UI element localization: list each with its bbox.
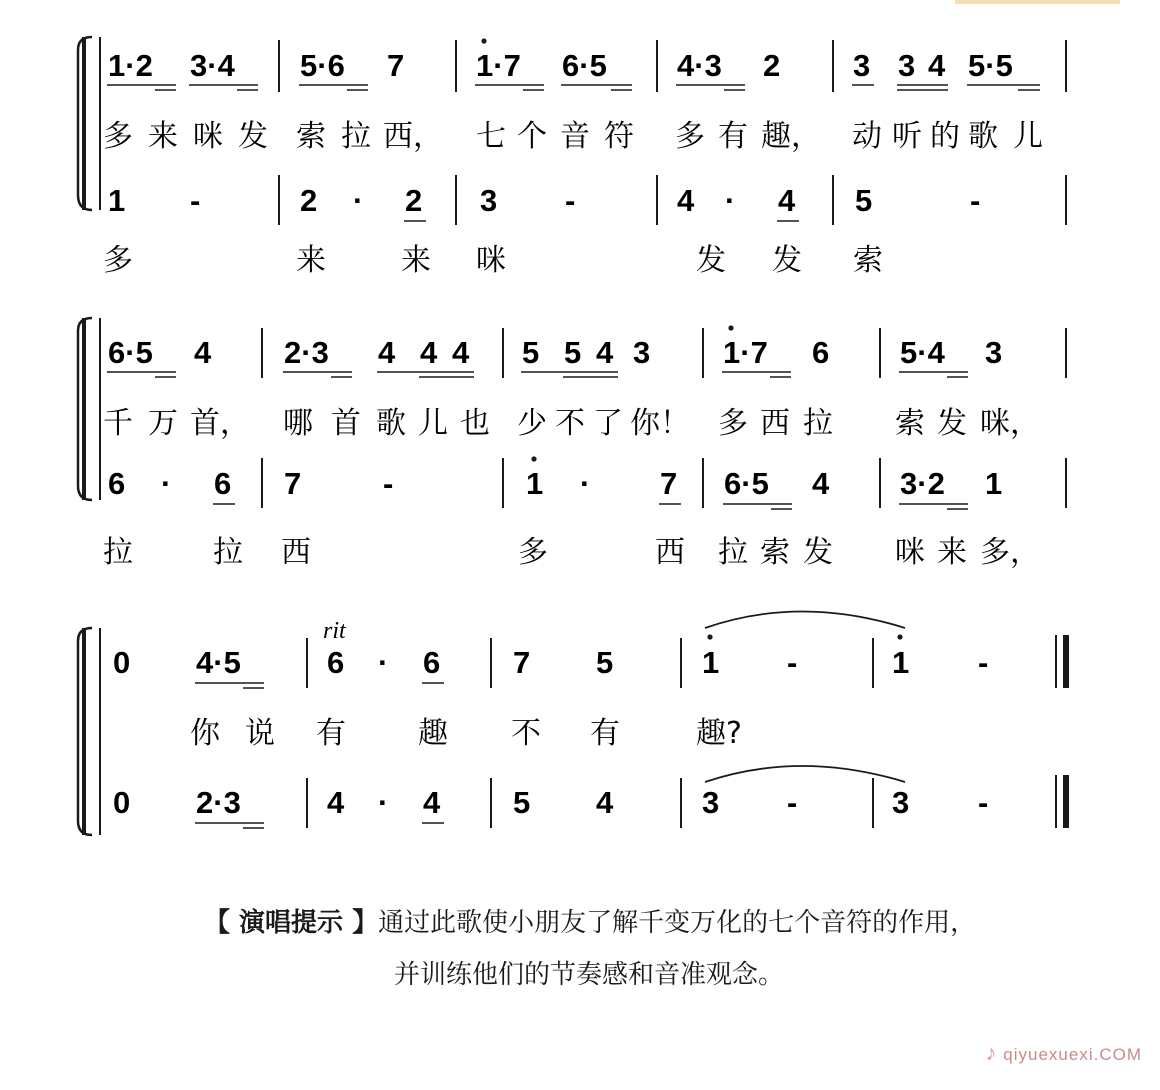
watermark-text: qiyuexuexi.COM (1003, 1045, 1142, 1064)
svg-text:趣?: 趣? (696, 716, 742, 751)
svg-text:有: 有 (316, 716, 346, 751)
svg-text:动: 动 (852, 119, 882, 154)
note: 0 (113, 785, 131, 820)
high-octave-dot (707, 634, 712, 639)
tie-arc (705, 766, 905, 782)
note: 3 (985, 335, 1003, 370)
svg-text:咪: 咪 (476, 243, 506, 278)
note: 4 (423, 785, 441, 820)
svg-text:哪: 哪 (283, 406, 313, 441)
duration-underlines (107, 372, 968, 377)
note-measure-5: 3 (853, 48, 871, 83)
note: 2 (405, 183, 423, 218)
svg-text:索: 索 (296, 119, 326, 154)
svg-text:的: 的 (930, 119, 960, 154)
svg-text:发: 发 (696, 243, 726, 278)
note: - (787, 785, 798, 820)
note: 1 (985, 466, 1003, 501)
svg-text:少: 少 (517, 406, 547, 441)
watermark (986, 1040, 1142, 1066)
svg-text:也: 也 (460, 406, 490, 441)
tip-line-2: 并训练他们的节奏感和音准观念。 (394, 960, 785, 990)
tip-line-1: 通过此歌使小朋友了解千变万化的七个音符的作用， (378, 908, 977, 938)
svg-text:来: 来 (937, 535, 967, 570)
note: · (378, 785, 389, 820)
note: · (378, 645, 389, 680)
note: 3 (480, 183, 498, 218)
note: 1 (892, 645, 910, 680)
duration-underlines (107, 85, 1040, 90)
note: 7 (513, 645, 531, 680)
barlines-lower (279, 175, 1066, 225)
svg-text:拉: 拉 (341, 119, 371, 154)
svg-text:不: 不 (555, 406, 585, 441)
note: 4 (596, 335, 614, 370)
note: 2 (763, 48, 781, 83)
svg-text:儿: 儿 (418, 406, 448, 441)
svg-text:索: 索 (895, 406, 925, 441)
note: 4 (420, 335, 438, 370)
note-icon: ♪ (985, 1040, 998, 1065)
note: 6·5 (724, 466, 769, 501)
note: 3 (702, 785, 720, 820)
note: · (580, 466, 591, 501)
note: - (978, 785, 989, 820)
svg-text:西: 西 (760, 406, 790, 441)
note: 4·5 (196, 645, 241, 680)
note: 5 (596, 645, 614, 680)
tempo-mark: rit (323, 618, 346, 644)
svg-text:拉: 拉 (213, 535, 243, 570)
svg-text:拉: 拉 (718, 535, 748, 570)
tip-label: 【 演唱提示 】 (204, 908, 379, 938)
note: 6·5 (108, 335, 153, 370)
note: 6·5 (562, 48, 607, 83)
note: 5 (513, 785, 531, 820)
lyrics-lower-1 (103, 243, 883, 278)
note: - (787, 645, 798, 680)
note: 5 (855, 183, 873, 218)
note: 6 (327, 645, 345, 680)
note: - (978, 645, 989, 680)
note-measure-1: 1·2 (108, 48, 153, 83)
note: 4 (928, 48, 946, 83)
svg-text:个: 个 (517, 119, 547, 154)
note: 4 (378, 335, 396, 370)
note: 4 (194, 335, 212, 370)
barlines-upper (307, 635, 1056, 688)
svg-text:西，: 西， (383, 119, 443, 154)
note: 3 (898, 48, 916, 83)
note: 6 (214, 466, 232, 501)
svg-text:来: 来 (148, 119, 178, 154)
note-measure-2: 5·6 (300, 48, 345, 83)
duration-underlines-lower (213, 504, 968, 509)
svg-text:多: 多 (103, 243, 133, 278)
svg-text:多: 多 (675, 119, 705, 154)
svg-text:咪，: 咪， (980, 406, 1040, 441)
high-octave-dot (481, 38, 486, 43)
note: 5 (564, 335, 582, 370)
svg-text:儿: 儿 (1013, 119, 1043, 154)
note: 4 (812, 466, 830, 501)
note: 2·3 (284, 335, 329, 370)
note: 6 (812, 335, 830, 370)
note: 1 (702, 645, 720, 680)
svg-text:音: 音 (560, 119, 590, 154)
final-barline (1063, 635, 1069, 688)
svg-text:发: 发 (937, 406, 967, 441)
barlines-lower (307, 775, 1056, 828)
note: 2·3 (196, 785, 241, 820)
svg-text:索: 索 (853, 243, 883, 278)
note-measure-4: 4·3 (677, 48, 722, 83)
svg-text:有: 有 (590, 716, 620, 751)
svg-text:多，: 多， (980, 535, 1040, 570)
svg-text:多: 多 (518, 535, 548, 570)
svg-text:你！: 你！ (630, 406, 690, 441)
svg-text:多: 多 (103, 119, 133, 154)
svg-text:发: 发 (772, 243, 802, 278)
svg-text:千: 千 (103, 406, 133, 441)
svg-text:来: 来 (401, 243, 431, 278)
svg-text:趣: 趣 (418, 716, 448, 751)
note: 1 (526, 466, 544, 501)
note: - (190, 183, 201, 218)
svg-text:有: 有 (718, 119, 748, 154)
note: · (725, 183, 736, 218)
system-1 (78, 37, 1066, 278)
svg-text:西: 西 (655, 535, 685, 570)
system-brace-bar (82, 628, 86, 835)
high-octave-dot (897, 634, 902, 639)
note: 3 (892, 785, 910, 820)
svg-text:西: 西 (281, 535, 311, 570)
svg-text:发: 发 (803, 535, 833, 570)
note: 5·5 (968, 48, 1013, 83)
svg-text:符: 符 (604, 119, 634, 154)
lyrics-upper-2 (103, 406, 1040, 441)
note: - (383, 466, 394, 501)
note: 6 (108, 466, 126, 501)
system-brace-bar (82, 318, 86, 500)
note: · (161, 466, 172, 501)
svg-text:拉: 拉 (803, 406, 833, 441)
note: 1·7 (723, 335, 768, 370)
svg-text:发: 发 (238, 119, 268, 154)
svg-text:索: 索 (760, 535, 790, 570)
svg-text:听: 听 (892, 119, 922, 154)
svg-text:趣，: 趣， (761, 119, 821, 154)
note-lower-1: 1 (108, 183, 126, 218)
duration-underlines-lower (195, 823, 444, 828)
svg-text:七: 七 (476, 119, 506, 154)
high-octave-dot (728, 325, 733, 330)
svg-text:首: 首 (331, 406, 361, 441)
svg-text:你: 你 (190, 716, 220, 751)
svg-text:歌: 歌 (968, 119, 998, 154)
svg-text:拉: 拉 (103, 535, 133, 570)
svg-text:咪: 咪 (193, 119, 223, 154)
svg-text:咪: 咪 (895, 535, 925, 570)
duration-underlines (195, 683, 444, 688)
note: 4 (327, 785, 345, 820)
note: 7 (660, 466, 678, 501)
note: 3·2 (900, 466, 945, 501)
note: 6 (423, 645, 441, 680)
lyrics-lower-2 (103, 535, 1040, 570)
note: 7 (387, 48, 405, 83)
lyrics-upper-3 (190, 716, 742, 751)
note: 4 (452, 335, 470, 370)
note: 7 (284, 466, 302, 501)
note: - (970, 183, 981, 218)
high-octave-dot (531, 456, 536, 461)
note: 4 (778, 183, 796, 218)
note: 0 (113, 645, 131, 680)
system-2 (78, 318, 1066, 570)
note: 3 (633, 335, 651, 370)
svg-text:了: 了 (593, 406, 623, 441)
svg-text:首，: 首， (190, 406, 250, 441)
note: 4 (596, 785, 614, 820)
lyrics-upper-1 (103, 119, 1043, 154)
note-measure-3: 1·7 (476, 48, 521, 83)
svg-text:万: 万 (148, 406, 178, 441)
system-brace-bar (82, 37, 86, 210)
note: 2 (300, 183, 318, 218)
note: · (353, 183, 364, 218)
svg-text:多: 多 (718, 406, 748, 441)
system-3 (78, 612, 1069, 836)
svg-text:歌: 歌 (376, 406, 406, 441)
final-barline (1063, 775, 1069, 828)
note-measure-1b: 3·4 (190, 48, 235, 83)
note: 4 (677, 183, 695, 218)
note: 5·4 (900, 335, 945, 370)
svg-text:来: 来 (296, 243, 326, 278)
note: 5 (522, 335, 540, 370)
svg-text:说: 说 (245, 716, 275, 751)
note: - (565, 183, 576, 218)
svg-text:不: 不 (511, 716, 541, 751)
tie-arc (705, 612, 905, 629)
singing-tip (204, 897, 1104, 1001)
